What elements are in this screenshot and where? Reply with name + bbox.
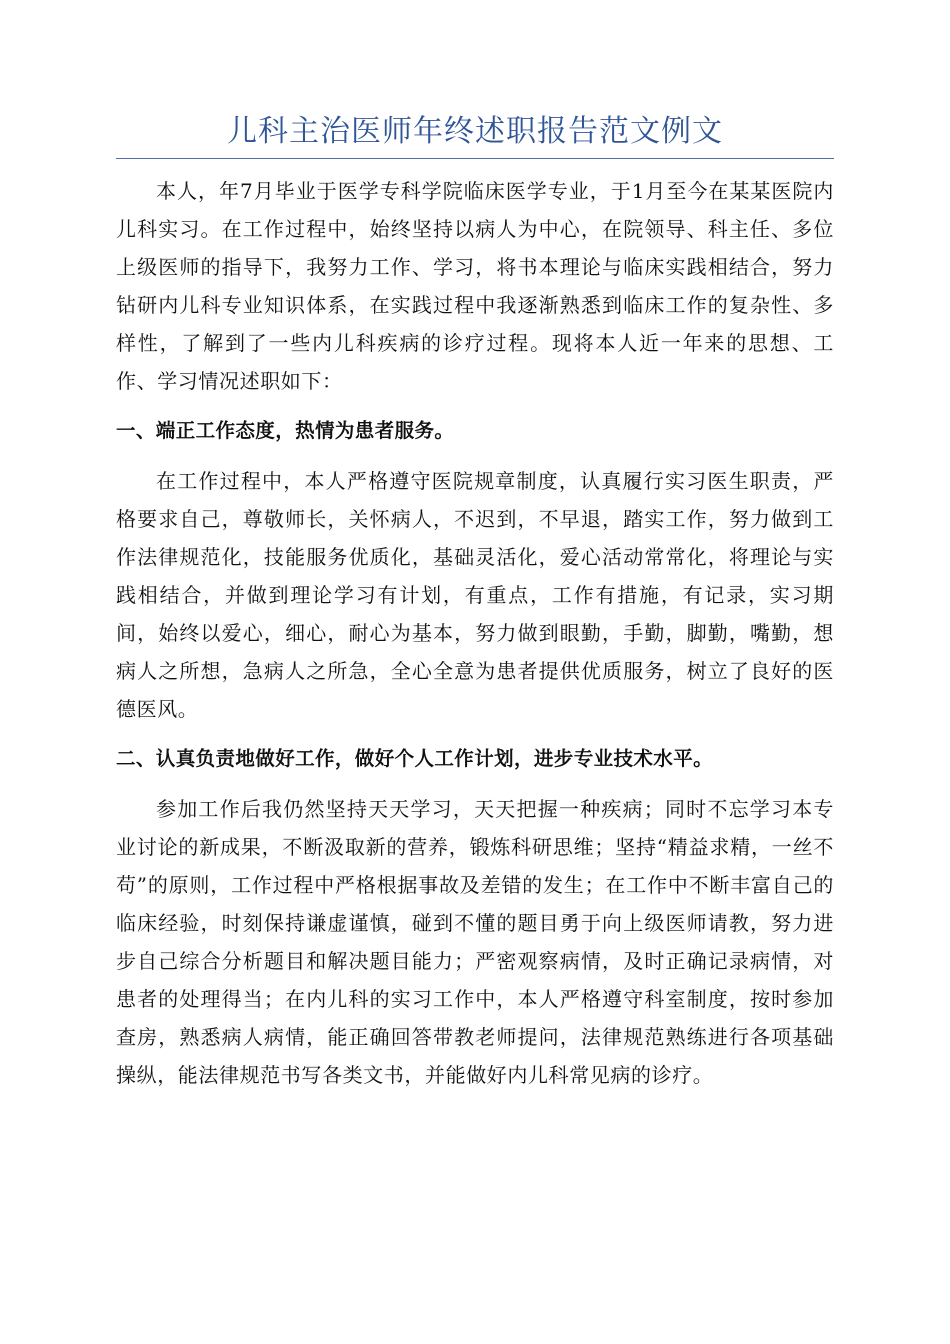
title-block	[116, 112, 834, 159]
section-heading-2: 二、认真负责地做好工作，做好个人工作计划，进步专业技术水平。	[116, 747, 714, 770]
section-2-paragraph: 参加工作后我仍然坚持天天学习，天天把握一种疾病；同时不忘学习本专业讨论的新成果，不断汲取新的营养，锻炼科研思维；坚持“精益求精，一丝不苟”的原则，工作过程中严格根据事故及差错的发生；在工作中不断丰富自己的临床经验，时刻保持谦虚谨慎，碰到不懂的题目勇于向上级医师请教，努力进步自己综合分析题目和解决题目能力；严密观察病情，及时正确记录病情，对患者的处理得当；在内儿科的实习工作中，本人严格遵守科室制度，按时参加查房，熟悉病人病情，能正确回答带教老师提问，法律规范熟练进行各项基础操纵，能法律规范书写各类文书，并能做好内儿科常见病的诊疗。	[116, 797, 834, 1087]
intro-paragraph: 本人，年7月毕业于医学专科学院临床医学专业，于1月至今在某某医院内儿科实习。在工作过程中，始终坚持以病人为中心，在院领导、科主任、多位上级医师的指导下，我努力工作、学习，将书本理论与临床实践相结合，努力钻研内儿科专业知识体系，在实践过程中我逐渐熟悉到临床工作的复杂性、多样性，了解到了一些内儿科疾病的诊疗过程。现将本人近一年来的思想、工作、学习情况述职如下：	[116, 179, 834, 393]
document-title: 儿科主治医师年终述职报告范文例文	[227, 114, 723, 149]
section-heading-1: 一、端正工作态度，热情为患者服务。	[116, 419, 455, 442]
document-body	[116, 172, 834, 1094]
section-1-paragraph: 在工作过程中，本人严格遵守医院规章制度，认真履行实习医生职责，严格要求自己，尊敬师长，关怀病人，不迟到，不早退，踏实工作，努力做到工作法律规范化，技能服务优质化，基础灵活化，爱心活动常常化，将理论与实践相结合，并做到理论学习有计划，有重点，工作有措施，有记录，实习期间，始终以爱心，细心，耐心为基本，努力做到眼勤，手勤，脚勤，嘴勤，想病人之所想，急病人之所急，全心全意为患者提供优质服务，树立了良好的医德医风。	[116, 469, 834, 721]
